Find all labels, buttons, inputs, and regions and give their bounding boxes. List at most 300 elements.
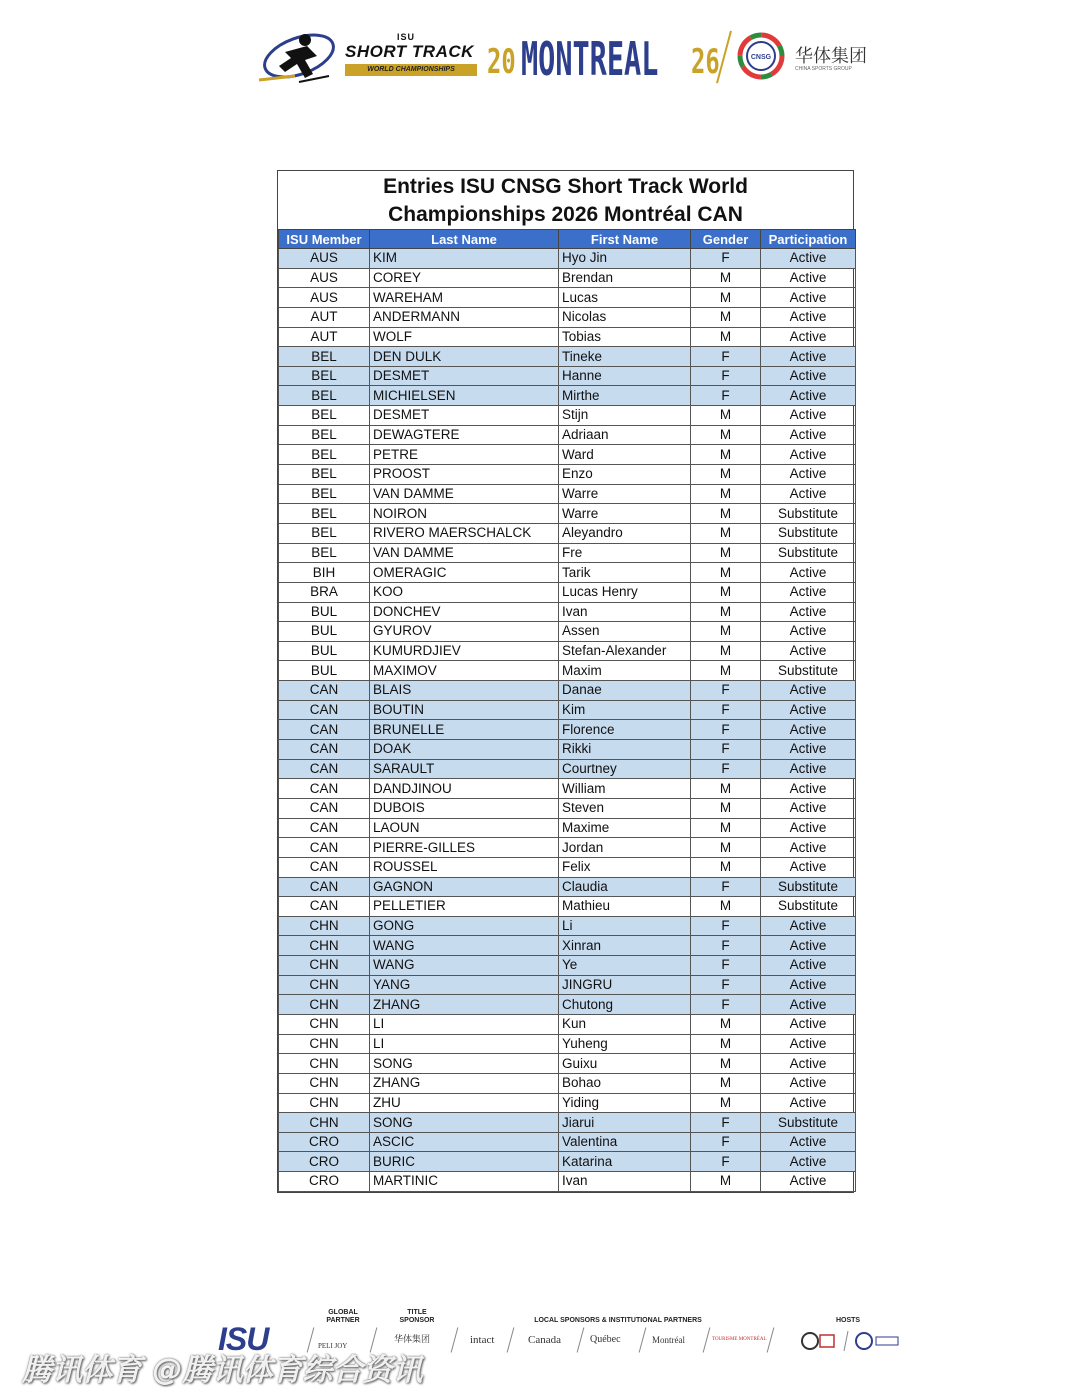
cell-isu-member: CHN [279, 995, 370, 1015]
table-row [279, 1132, 856, 1152]
cell-first-name: Guixu [559, 1054, 691, 1074]
cell-last-name: SARAULT [370, 759, 559, 779]
sponsor-montreal: Montréal [652, 1335, 685, 1345]
cell-last-name: ZHU [370, 1093, 559, 1113]
cell-isu-member: CAN [279, 779, 370, 799]
cell-participation: Active [761, 484, 856, 504]
cell-isu-member: BUL [279, 602, 370, 622]
cell-gender: M [691, 838, 761, 858]
cell-first-name: Rikki [559, 740, 691, 760]
cell-last-name: ANDERMANN [370, 307, 559, 327]
isu-small-text: ISU [397, 32, 416, 42]
cell-gender: M [691, 504, 761, 524]
cell-isu-member: CHN [279, 1014, 370, 1034]
cell-first-name: Maxime [559, 818, 691, 838]
cell-isu-member: CHN [279, 1034, 370, 1054]
cell-gender: M [691, 1054, 761, 1074]
cell-gender: M [691, 288, 761, 308]
cell-gender: M [691, 425, 761, 445]
cell-gender: M [691, 563, 761, 583]
cell-last-name: KIM [370, 249, 559, 269]
cell-last-name: PROOST [370, 465, 559, 485]
cell-participation: Active [761, 1034, 856, 1054]
cell-gender: M [691, 897, 761, 917]
cell-participation: Active [761, 465, 856, 485]
year-suffix: 26 [691, 42, 720, 82]
cell-gender: M [691, 465, 761, 485]
title-sponsor-name: 华体集团 [394, 1335, 431, 1345]
sponsor-quebec: Québec [590, 1334, 621, 1345]
table-row [279, 916, 856, 936]
cell-participation: Substitute [761, 897, 856, 917]
cell-participation: Substitute [761, 661, 856, 681]
cell-isu-member: CHN [279, 956, 370, 976]
cell-first-name: Katarina [559, 1152, 691, 1172]
footer-divider [703, 1327, 711, 1352]
cell-last-name: BURIC [370, 1152, 559, 1172]
table-row [279, 543, 856, 563]
table-row [279, 602, 856, 622]
cell-last-name: BRUNELLE [370, 720, 559, 740]
cell-participation: Active [761, 975, 856, 995]
cell-gender: F [691, 720, 761, 740]
table-row [279, 1152, 856, 1172]
global-partner-name: PELI JOY [318, 1342, 348, 1350]
cell-gender: F [691, 681, 761, 701]
cell-first-name: Kun [559, 1014, 691, 1034]
cell-last-name: VAN DAMME [370, 484, 559, 504]
table-row [279, 1054, 856, 1074]
cell-participation: Active [761, 406, 856, 426]
cell-isu-member: BIH [279, 563, 370, 583]
cell-participation: Active [761, 857, 856, 877]
cell-isu-member: CHN [279, 1113, 370, 1133]
footer-divider [767, 1327, 775, 1352]
table-row [279, 504, 856, 524]
cell-first-name: Ward [559, 445, 691, 465]
cell-last-name: WANG [370, 936, 559, 956]
cell-gender: F [691, 366, 761, 386]
cell-first-name: Fre [559, 543, 691, 563]
cell-gender: F [691, 936, 761, 956]
cell-gender: M [691, 1034, 761, 1054]
cell-gender: M [691, 445, 761, 465]
cell-last-name: YANG [370, 975, 559, 995]
cell-isu-member: CAN [279, 897, 370, 917]
table-row [279, 798, 856, 818]
cell-first-name: Ivan [559, 1172, 691, 1192]
table-row [279, 700, 856, 720]
cell-first-name: Lucas Henry [559, 582, 691, 602]
cell-isu-member: CHN [279, 1093, 370, 1113]
cell-participation: Active [761, 386, 856, 406]
cell-gender: F [691, 700, 761, 720]
cell-isu-member: BEL [279, 543, 370, 563]
event-header [255, 22, 875, 92]
cell-gender: M [691, 268, 761, 288]
isu-logo: ISU [218, 1321, 269, 1357]
cell-gender: F [691, 1152, 761, 1172]
cell-participation: Active [761, 956, 856, 976]
cell-participation: Active [761, 602, 856, 622]
cell-last-name: LI [370, 1014, 559, 1034]
table-row [279, 327, 856, 347]
table-title-line1: Entries ISU CNSG Short Track World [383, 175, 748, 198]
table-row [279, 818, 856, 838]
cell-gender: M [691, 327, 761, 347]
cell-participation: Active [761, 445, 856, 465]
local-sponsors-label: LOCAL SPONSORS & INSTITUTIONAL PARTNERS [534, 1317, 702, 1324]
cell-last-name: GYUROV [370, 622, 559, 642]
cell-isu-member: CAN [279, 759, 370, 779]
cell-isu-member: BEL [279, 425, 370, 445]
table-row [279, 484, 856, 504]
cell-first-name: Xinran [559, 936, 691, 956]
cell-isu-member: BEL [279, 406, 370, 426]
table-row [279, 740, 856, 760]
cell-gender: F [691, 956, 761, 976]
cell-first-name: Li [559, 916, 691, 936]
cnsg-badge-text: CNSG [750, 54, 772, 61]
cell-first-name: Florence [559, 720, 691, 740]
header-isu-member: ISU Member [279, 230, 370, 249]
table-row [279, 779, 856, 799]
cell-last-name: LI [370, 1034, 559, 1054]
cell-last-name: DEN DULK [370, 347, 559, 367]
cell-isu-member: CHN [279, 1054, 370, 1074]
cell-first-name: Bohao [559, 1073, 691, 1093]
cell-participation: Active [761, 249, 856, 269]
cell-gender: F [691, 347, 761, 367]
table-row [279, 1073, 856, 1093]
watermark: 腾讯体育 @腾讯体育综合资讯 [22, 1353, 423, 1388]
table-row [279, 425, 856, 445]
cell-first-name: Danae [559, 681, 691, 701]
table-row [279, 249, 856, 269]
cell-gender: F [691, 975, 761, 995]
table-row [279, 445, 856, 465]
table-row [279, 1034, 856, 1054]
table-row [279, 386, 856, 406]
cell-isu-member: CHN [279, 975, 370, 995]
cnsg-logo-icon [737, 32, 785, 80]
hosts-label: HOSTS [835, 1317, 861, 1324]
cell-participation: Active [761, 641, 856, 661]
cell-last-name: NOIRON [370, 504, 559, 524]
cell-participation: Substitute [761, 1113, 856, 1133]
cell-gender: F [691, 740, 761, 760]
table-row [279, 563, 856, 583]
cell-last-name: DONCHEV [370, 602, 559, 622]
sponsor-intact: intact [470, 1334, 495, 1346]
table-row [279, 936, 856, 956]
cell-isu-member: AUS [279, 288, 370, 308]
cell-last-name: OMERAGIC [370, 563, 559, 583]
cell-last-name: BLAIS [370, 681, 559, 701]
cell-gender: F [691, 1132, 761, 1152]
table-row [279, 366, 856, 386]
cell-gender: M [691, 661, 761, 681]
table-body [279, 249, 856, 1192]
cell-isu-member: CAN [279, 838, 370, 858]
cell-participation: Active [761, 268, 856, 288]
cnsg-english-name: CHINA SPORTS GROUP [795, 66, 852, 72]
footer-divider [451, 1327, 459, 1352]
cell-participation: Active [761, 681, 856, 701]
cell-last-name: PETRE [370, 445, 559, 465]
cell-last-name: ZHANG [370, 1073, 559, 1093]
cell-first-name: Adriaan [559, 425, 691, 445]
cell-participation: Active [761, 425, 856, 445]
cell-last-name: COREY [370, 268, 559, 288]
cell-participation: Active [761, 700, 856, 720]
cell-gender: M [691, 307, 761, 327]
cell-first-name: Stijn [559, 406, 691, 426]
cell-isu-member: CHN [279, 1073, 370, 1093]
cell-participation: Active [761, 759, 856, 779]
cell-last-name: RIVERO MAERSCHALCK [370, 523, 559, 543]
table-row [279, 897, 856, 917]
cell-isu-member: BEL [279, 484, 370, 504]
cell-first-name: JINGRU [559, 975, 691, 995]
skater-logo-icon [255, 26, 337, 88]
cell-first-name: Lucas [559, 288, 691, 308]
cell-first-name: Courtney [559, 759, 691, 779]
cell-isu-member: CRO [279, 1132, 370, 1152]
header-last-name: Last Name [370, 230, 559, 249]
table-row [279, 288, 856, 308]
cell-last-name: ASCIC [370, 1132, 559, 1152]
cell-gender: M [691, 523, 761, 543]
table-row [279, 406, 856, 426]
title-sponsor-label: TITLE SPONSOR [399, 1309, 435, 1324]
table-row [279, 720, 856, 740]
cell-gender: F [691, 916, 761, 936]
cell-first-name: Jordan [559, 838, 691, 858]
table-row [279, 347, 856, 367]
short-track-logo [345, 32, 480, 88]
cell-isu-member: BEL [279, 386, 370, 406]
table-header-row [279, 230, 856, 249]
table-row [279, 1172, 856, 1192]
world-championships-text: WORLD CHAMPIONSHIPS [345, 64, 477, 76]
cell-participation: Active [761, 288, 856, 308]
cell-gender: M [691, 641, 761, 661]
cell-isu-member: BUL [279, 661, 370, 681]
cell-isu-member: CAN [279, 877, 370, 897]
cell-gender: M [691, 857, 761, 877]
cell-participation: Active [761, 1073, 856, 1093]
cnsg-chinese-name: 华体集团 [795, 46, 867, 67]
cell-last-name: WANG [370, 956, 559, 976]
cell-isu-member: BUL [279, 622, 370, 642]
table-row [279, 641, 856, 661]
cell-participation: Active [761, 818, 856, 838]
cell-participation: Active [761, 307, 856, 327]
cell-participation: Active [761, 366, 856, 386]
cell-first-name: Mirthe [559, 386, 691, 406]
cell-participation: Active [761, 1152, 856, 1172]
cell-participation: Active [761, 1132, 856, 1152]
cell-last-name: ZHANG [370, 995, 559, 1015]
cell-participation: Active [761, 936, 856, 956]
cell-last-name: DANDJINOU [370, 779, 559, 799]
cell-isu-member: CHN [279, 936, 370, 956]
cell-first-name: Yiding [559, 1093, 691, 1113]
cell-gender: M [691, 798, 761, 818]
cell-participation: Active [761, 327, 856, 347]
cell-last-name: DESMET [370, 366, 559, 386]
cell-first-name: Warre [559, 484, 691, 504]
cell-last-name: VAN DAMME [370, 543, 559, 563]
cell-isu-member: CRO [279, 1172, 370, 1192]
cell-last-name: PELLETIER [370, 897, 559, 917]
cell-first-name: Jiarui [559, 1113, 691, 1133]
table-row [279, 995, 856, 1015]
footer-divider [577, 1327, 585, 1352]
table-row [279, 956, 856, 976]
cell-gender: M [691, 818, 761, 838]
cell-last-name: MARTINIC [370, 1172, 559, 1192]
cell-first-name: Kim [559, 700, 691, 720]
cell-participation: Substitute [761, 504, 856, 524]
cell-last-name: LAOUN [370, 818, 559, 838]
header-gender: Gender [691, 230, 761, 249]
table-row [279, 838, 856, 858]
table-row [279, 465, 856, 485]
table-row [279, 661, 856, 681]
cell-gender: F [691, 995, 761, 1015]
header-participation: Participation [761, 230, 856, 249]
cell-first-name: Yuheng [559, 1034, 691, 1054]
cell-last-name: BOUTIN [370, 700, 559, 720]
cell-first-name: Stefan-Alexander [559, 641, 691, 661]
cell-gender: M [691, 1014, 761, 1034]
sponsor-tourisme-montreal: TOURISME MONTRÉAL [712, 1337, 767, 1342]
cell-first-name: Warre [559, 504, 691, 524]
short-track-text: SHORT TRACK [345, 42, 474, 61]
cell-first-name: Aleyandro [559, 523, 691, 543]
cell-participation: Active [761, 916, 856, 936]
cell-participation: Active [761, 798, 856, 818]
cell-isu-member: BEL [279, 504, 370, 524]
cell-gender: M [691, 543, 761, 563]
table-row [279, 1093, 856, 1113]
cell-isu-member: BEL [279, 347, 370, 367]
cell-gender: M [691, 1073, 761, 1093]
cell-first-name: Tobias [559, 327, 691, 347]
cell-first-name: Tarik [559, 563, 691, 583]
cell-gender: M [691, 582, 761, 602]
cell-isu-member: CAN [279, 740, 370, 760]
footer-divider [507, 1327, 515, 1352]
table-row [279, 582, 856, 602]
cell-gender: F [691, 386, 761, 406]
table-row [279, 307, 856, 327]
cell-last-name: KOO [370, 582, 559, 602]
cell-participation: Active [761, 622, 856, 642]
cell-gender: M [691, 622, 761, 642]
cell-participation: Active [761, 563, 856, 583]
cell-participation: Active [761, 582, 856, 602]
sponsor-canada: Canada [528, 1334, 561, 1346]
cell-first-name: Felix [559, 857, 691, 877]
cell-participation: Active [761, 838, 856, 858]
cell-gender: M [691, 1172, 761, 1192]
cell-first-name: Enzo [559, 465, 691, 485]
global-partner-label: GLOBAL PARTNER [326, 1309, 360, 1324]
cell-first-name: Maxim [559, 661, 691, 681]
cell-gender: M [691, 779, 761, 799]
table-row [279, 1014, 856, 1034]
cell-last-name: MICHIELSEN [370, 386, 559, 406]
cell-isu-member: BEL [279, 465, 370, 485]
cell-first-name: Brendan [559, 268, 691, 288]
cell-last-name: MAXIMOV [370, 661, 559, 681]
cell-isu-member: CAN [279, 700, 370, 720]
cell-first-name: Valentina [559, 1132, 691, 1152]
table-row [279, 975, 856, 995]
cell-isu-member: CAN [279, 818, 370, 838]
cell-gender: F [691, 249, 761, 269]
cell-gender: M [691, 1093, 761, 1113]
footer-divider [639, 1327, 647, 1352]
cell-isu-member: CRO [279, 1152, 370, 1172]
cell-first-name: Assen [559, 622, 691, 642]
cell-first-name: Mathieu [559, 897, 691, 917]
cell-first-name: Nicolas [559, 307, 691, 327]
cell-last-name: SONG [370, 1113, 559, 1133]
cell-participation: Active [761, 720, 856, 740]
cell-gender: F [691, 759, 761, 779]
cell-isu-member: CAN [279, 857, 370, 877]
cell-isu-member: CAN [279, 681, 370, 701]
cell-first-name: Claudia [559, 877, 691, 897]
cell-last-name: PIERRE-GILLES [370, 838, 559, 858]
cell-participation: Active [761, 1172, 856, 1192]
cell-isu-member: AUS [279, 268, 370, 288]
table-row [279, 622, 856, 642]
cell-participation: Substitute [761, 877, 856, 897]
cell-gender: M [691, 406, 761, 426]
montreal-wordmark [487, 32, 721, 86]
cell-first-name: Hyo Jin [559, 249, 691, 269]
cell-last-name: DUBOIS [370, 798, 559, 818]
cell-gender: M [691, 484, 761, 504]
cell-first-name: Hanne [559, 366, 691, 386]
table-row [279, 857, 856, 877]
entries-table-container [277, 170, 854, 1193]
cell-isu-member: AUT [279, 327, 370, 347]
cell-isu-member: BEL [279, 445, 370, 465]
cell-gender: M [691, 602, 761, 622]
cell-isu-member: CHN [279, 916, 370, 936]
cell-last-name: DESMET [370, 406, 559, 426]
cell-first-name: William [559, 779, 691, 799]
cell-last-name: GAGNON [370, 877, 559, 897]
cell-last-name: ROUSSEL [370, 857, 559, 877]
hosts-logos-icon [798, 1329, 908, 1353]
cell-first-name: Ye [559, 956, 691, 976]
cell-first-name: Steven [559, 798, 691, 818]
cell-gender: F [691, 877, 761, 897]
table-row [279, 681, 856, 701]
cell-isu-member: BRA [279, 582, 370, 602]
cell-last-name: DOAK [370, 740, 559, 760]
cell-participation: Active [761, 779, 856, 799]
cell-last-name: SONG [370, 1054, 559, 1074]
cell-last-name: WOLF [370, 327, 559, 347]
